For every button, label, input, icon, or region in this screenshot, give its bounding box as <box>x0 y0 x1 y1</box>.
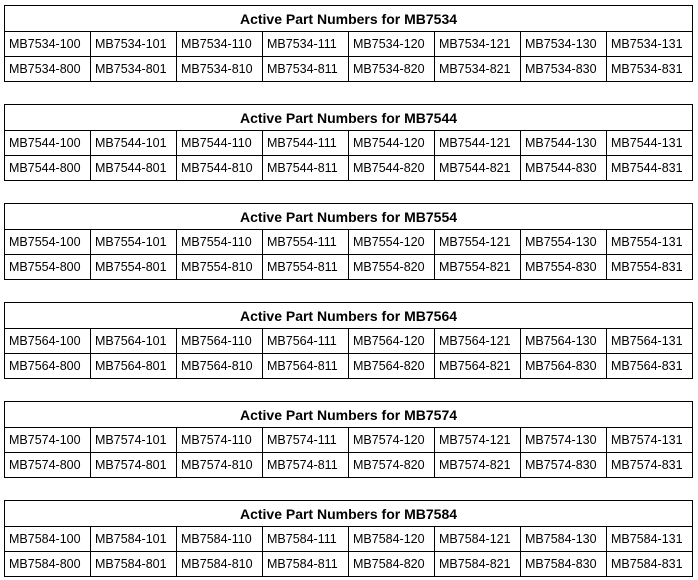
part-number-cell: MB7554-811 <box>263 255 349 280</box>
part-number-cell: MB7574-111 <box>263 428 349 453</box>
part-number-cell: MB7564-820 <box>349 354 435 379</box>
part-table <box>4 401 693 478</box>
part-number-cell: MB7534-111 <box>263 32 349 57</box>
part-number-cell: MB7574-830 <box>521 453 607 478</box>
part-number-cell: MB7534-810 <box>177 57 263 82</box>
part-number-cell: MB7544-821 <box>435 156 521 181</box>
part-number-cell: MB7564-811 <box>263 354 349 379</box>
table-row <box>5 354 693 379</box>
part-table <box>4 203 693 280</box>
part-number-cell: MB7564-100 <box>5 329 91 354</box>
part-number-cell: MB7574-831 <box>607 453 693 478</box>
table-row <box>5 428 693 453</box>
part-number-cell: MB7544-111 <box>263 131 349 156</box>
part-number-cell: MB7554-111 <box>263 230 349 255</box>
part-number-cell: MB7584-821 <box>435 552 521 577</box>
part-number-cell: MB7574-130 <box>521 428 607 453</box>
part-number-cell: MB7534-120 <box>349 32 435 57</box>
part-number-cell: MB7574-121 <box>435 428 521 453</box>
part-number-cell: MB7544-131 <box>607 131 693 156</box>
part-number-cell: MB7584-811 <box>263 552 349 577</box>
part-number-cell: MB7534-131 <box>607 32 693 57</box>
part-table <box>4 500 693 577</box>
part-number-cell: MB7574-821 <box>435 453 521 478</box>
table-row <box>5 329 693 354</box>
part-number-cell: MB7564-800 <box>5 354 91 379</box>
part-number-cell: MB7584-130 <box>521 527 607 552</box>
part-number-cell: MB7564-121 <box>435 329 521 354</box>
part-number-cell: MB7534-130 <box>521 32 607 57</box>
part-number-cell: MB7534-830 <box>521 57 607 82</box>
part-number-cell: MB7534-121 <box>435 32 521 57</box>
part-number-cell: MB7584-800 <box>5 552 91 577</box>
table-title: Active Part Numbers for MB7554 <box>5 204 693 230</box>
table-title: Active Part Numbers for MB7534 <box>5 6 693 32</box>
part-number-cell: MB7554-801 <box>91 255 177 280</box>
part-number-cell: MB7584-830 <box>521 552 607 577</box>
part-number-cell: MB7564-830 <box>521 354 607 379</box>
part-number-cell: MB7534-820 <box>349 57 435 82</box>
part-number-cell: MB7574-131 <box>607 428 693 453</box>
part-number-cell: MB7584-810 <box>177 552 263 577</box>
table-row <box>5 57 693 82</box>
part-number-cell: MB7564-831 <box>607 354 693 379</box>
part-number-cell: MB7584-110 <box>177 527 263 552</box>
part-number-cell: MB7564-131 <box>607 329 693 354</box>
part-number-cell: MB7574-120 <box>349 428 435 453</box>
part-number-cell: MB7544-811 <box>263 156 349 181</box>
part-number-cell: MB7554-830 <box>521 255 607 280</box>
part-number-cell: MB7584-131 <box>607 527 693 552</box>
part-number-cell: MB7564-111 <box>263 329 349 354</box>
part-number-cell: MB7544-820 <box>349 156 435 181</box>
part-number-cell: MB7534-100 <box>5 32 91 57</box>
table-row <box>5 527 693 552</box>
part-number-cell: MB7584-801 <box>91 552 177 577</box>
part-number-cell: MB7574-100 <box>5 428 91 453</box>
part-number-cell: MB7534-110 <box>177 32 263 57</box>
table-row <box>5 32 693 57</box>
part-table <box>4 302 693 379</box>
part-number-cell: MB7574-800 <box>5 453 91 478</box>
part-number-cell: MB7584-831 <box>607 552 693 577</box>
part-number-cell: MB7564-130 <box>521 329 607 354</box>
part-number-cell: MB7544-120 <box>349 131 435 156</box>
part-number-cell: MB7534-811 <box>263 57 349 82</box>
part-number-cell: MB7554-110 <box>177 230 263 255</box>
part-number-cell: MB7574-811 <box>263 453 349 478</box>
part-number-cell: MB7574-101 <box>91 428 177 453</box>
part-number-cell: MB7574-110 <box>177 428 263 453</box>
part-number-cell: MB7554-130 <box>521 230 607 255</box>
part-number-cell: MB7544-831 <box>607 156 693 181</box>
table-title: Active Part Numbers for MB7564 <box>5 303 693 329</box>
part-number-cell: MB7544-101 <box>91 131 177 156</box>
part-number-cell: MB7574-801 <box>91 453 177 478</box>
part-number-cell: MB7554-131 <box>607 230 693 255</box>
table-row <box>5 453 693 478</box>
table-row <box>5 156 693 181</box>
part-number-cell: MB7554-101 <box>91 230 177 255</box>
part-number-cell: MB7554-821 <box>435 255 521 280</box>
part-number-cell: MB7544-130 <box>521 131 607 156</box>
part-number-cell: MB7544-830 <box>521 156 607 181</box>
part-number-cell: MB7544-810 <box>177 156 263 181</box>
part-number-cell: MB7554-820 <box>349 255 435 280</box>
part-number-cell: MB7564-801 <box>91 354 177 379</box>
part-number-cell: MB7544-801 <box>91 156 177 181</box>
part-number-cell: MB7534-821 <box>435 57 521 82</box>
part-number-cell: MB7534-831 <box>607 57 693 82</box>
part-number-cell: MB7534-801 <box>91 57 177 82</box>
part-number-cell: MB7554-800 <box>5 255 91 280</box>
part-number-cell: MB7544-800 <box>5 156 91 181</box>
part-number-cell: MB7584-111 <box>263 527 349 552</box>
part-number-cell: MB7574-820 <box>349 453 435 478</box>
part-number-cell: MB7564-110 <box>177 329 263 354</box>
part-number-cell: MB7544-110 <box>177 131 263 156</box>
table-row <box>5 131 693 156</box>
table-row <box>5 230 693 255</box>
part-number-cell: MB7564-101 <box>91 329 177 354</box>
part-number-cell: MB7554-121 <box>435 230 521 255</box>
part-number-cell: MB7564-821 <box>435 354 521 379</box>
part-number-cell: MB7544-121 <box>435 131 521 156</box>
part-number-cell: MB7564-120 <box>349 329 435 354</box>
part-number-cell: MB7584-820 <box>349 552 435 577</box>
table-title: Active Part Numbers for MB7574 <box>5 402 693 428</box>
part-number-cell: MB7554-810 <box>177 255 263 280</box>
table-title: Active Part Numbers for MB7584 <box>5 501 693 527</box>
part-number-cell: MB7564-810 <box>177 354 263 379</box>
part-number-cell: MB7584-100 <box>5 527 91 552</box>
part-number-cell: MB7534-800 <box>5 57 91 82</box>
part-number-cell: MB7554-120 <box>349 230 435 255</box>
part-number-cell: MB7544-100 <box>5 131 91 156</box>
part-number-cell: MB7574-810 <box>177 453 263 478</box>
table-row <box>5 255 693 280</box>
part-number-cell: MB7584-120 <box>349 527 435 552</box>
part-number-cell: MB7584-121 <box>435 527 521 552</box>
table-title: Active Part Numbers for MB7544 <box>5 105 693 131</box>
part-table <box>4 104 693 181</box>
part-table <box>4 5 693 82</box>
table-row <box>5 552 693 577</box>
part-number-cell: MB7584-101 <box>91 527 177 552</box>
part-number-cell: MB7554-100 <box>5 230 91 255</box>
part-number-cell: MB7554-831 <box>607 255 693 280</box>
part-number-cell: MB7534-101 <box>91 32 177 57</box>
